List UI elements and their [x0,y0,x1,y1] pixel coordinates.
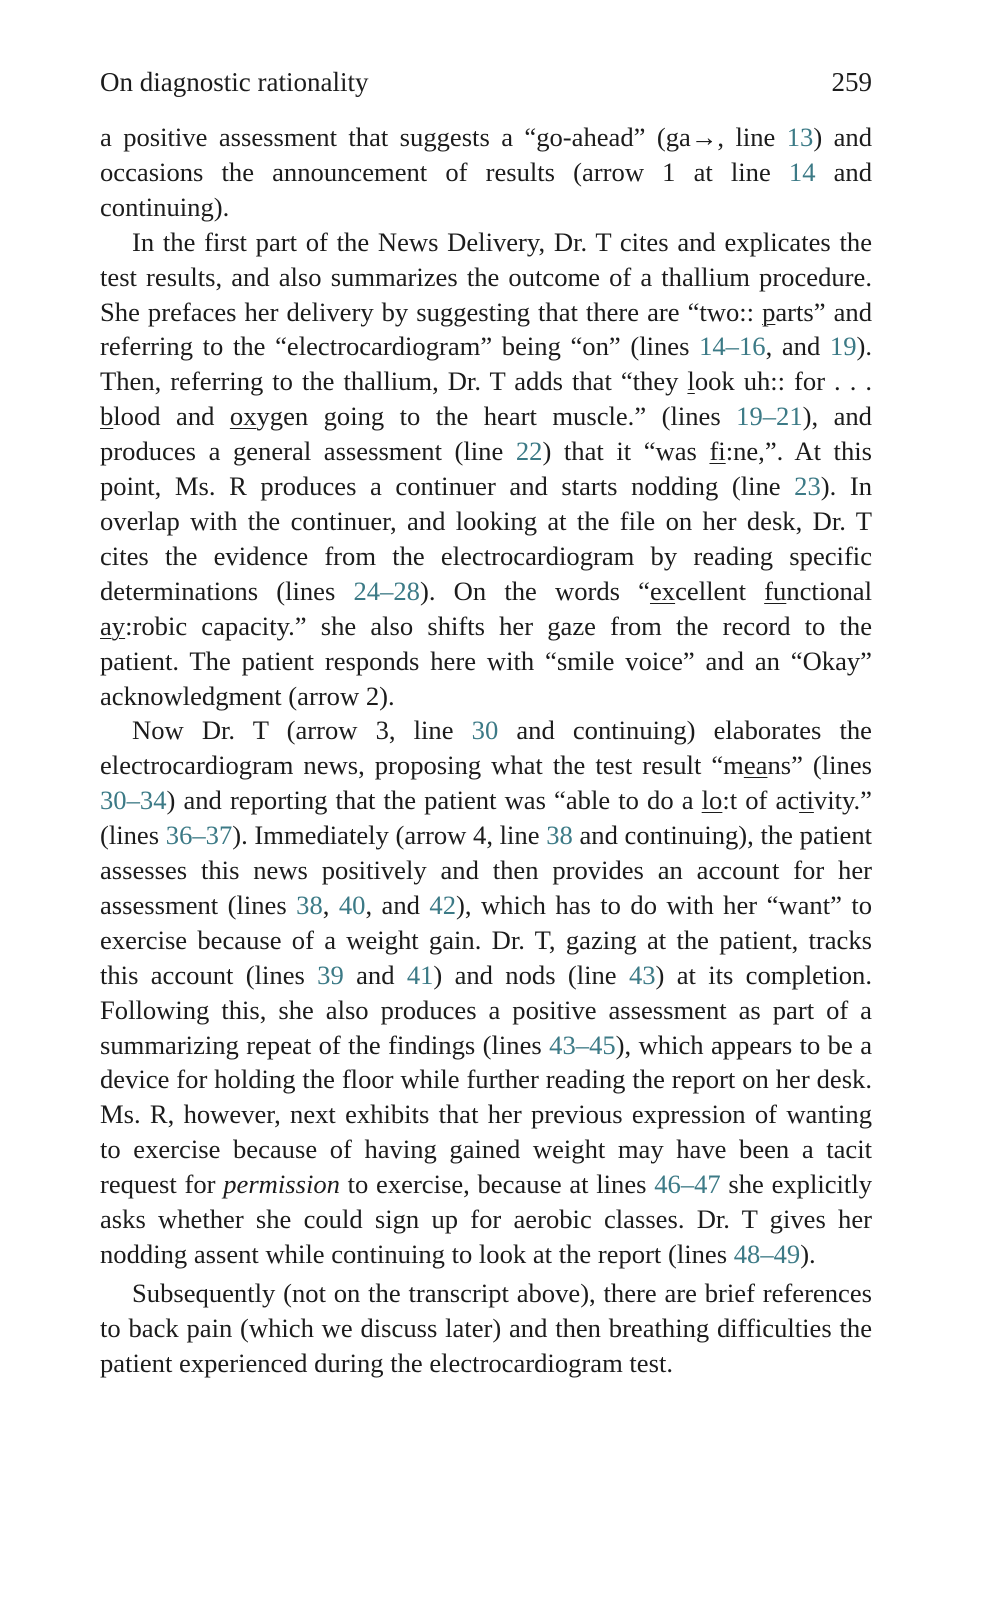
text-run: lood and [113,401,230,432]
text-run: to exercise, because at lines [339,1169,655,1200]
line-reference-link[interactable]: 38 [546,820,573,851]
line-reference-link[interactable]: 22 [515,436,543,467]
text-run: , and [765,331,830,362]
paragraph [100,120,872,225]
italic-text: permission [223,1169,340,1200]
line-reference-link[interactable]: 30–34 [100,785,167,816]
line-reference-link[interactable]: 19 [829,331,857,362]
line-reference-link[interactable]: 38 [296,889,323,920]
text-run: ), and produces a general assessment (line [100,401,872,467]
underlined-text: fi [709,436,726,467]
text-run: nctional [786,575,872,606]
line-reference-link[interactable]: 48–49 [733,1239,801,1269]
text-run: In the first part of the News Delivery, Dr. T cites and explicates the test results, and also summarizes the outcome of a thallium procedure. She prefaces her delivery by suggesting that there are “two:: [100,226,872,327]
text-run: Now Dr. T (arrow 3, line [132,715,472,746]
line-reference-link[interactable]: 42 [429,889,456,920]
underlined-text: p [762,296,776,327]
paragraph [100,1276,872,1381]
line-reference-link[interactable]: 30 [471,715,499,746]
text-run: ) and occasions the announcement of results (arrow 1 at line [100,122,872,187]
line-reference-link[interactable]: 24–28 [353,575,420,606]
line-reference-link[interactable]: 19–21 [736,401,803,432]
text-run: , and [365,889,430,920]
text-run: ), which appears to be a device for holding the floor while further reading the report on her desk. Ms. R, however, next exhibits that her previous expression of wanting to exercise because of having gained weight may have been a tacit request for [100,1029,872,1200]
text-run: and [343,959,407,990]
line-reference-link[interactable]: 43 [628,959,656,990]
text-run: ). [800,1239,816,1269]
underlined-text: ay [100,610,126,641]
text-run: she explicitly asks whether she could sign up for aerobic classes. Dr. T gives her nodding assent while continuing to look at the report (lines [100,1169,873,1269]
text-run: ook uh:: for . . . [694,366,872,397]
text-run: :t of ac [722,785,800,816]
text-run: vity.” (lines [100,785,872,851]
text-run: cellent [675,575,765,606]
text-run: ) at its completion. Following this, she also produces a positive assessment as part of a summarizing repeat of the findings (lines [100,959,872,1060]
text-run: ygen going to the heart muscle.” (lines [256,401,737,432]
paragraph [100,225,872,714]
line-reference-link[interactable]: 40 [338,889,366,920]
text-run: and continuing). [100,156,873,222]
running-head-title: On diagnostic rationality [100,67,369,97]
text-run: , [322,889,339,920]
underlined-text: b [100,401,114,432]
underlined-text: ox [229,401,257,432]
line-reference-link[interactable]: 36–37 [165,820,233,851]
underlined-text: l [687,366,695,397]
underlined-text: ex [649,575,676,606]
line-reference-link[interactable]: 14–16 [699,331,766,362]
underlined-text: lo [701,785,723,816]
text-run: and continuing) elaborates the electrocardiogram news, proposing what the test result “m [100,715,872,781]
text-run: ns” (lines [767,750,872,781]
line-reference-link[interactable]: 14 [788,156,816,187]
text-run: ), which has to do with her “want” to exercise because of a weight gain. Dr. T, gazing at the patient, tracks this account (lines [100,889,873,990]
text-run: ). Then, referring to the thallium, Dr. T adds that “they [100,331,872,397]
paragraph [100,713,872,1272]
page-number: 259 [831,67,872,97]
line-reference-link[interactable]: 46–47 [654,1169,721,1200]
line-reference-link[interactable]: 23 [794,471,821,502]
text-run: ) and nods (line [433,959,629,990]
body-text [100,120,872,1381]
text-run: :robic capacity.” she also shifts her gaze from the record to the patient. The patient responds here with “smile voice” and an “Okay” acknowledgment (arrow 2). [100,610,872,711]
text-run: :ne,”. At this point, Ms. R produces a continuer and starts nodding (line [100,436,872,502]
line-reference-link[interactable]: 13 [786,122,814,152]
text-run: and continuing), the patient assesses this news positively and then provides an account for her assessment (lines [100,820,873,920]
underlined-text: ti [799,785,814,816]
line-reference-link[interactable]: 41 [406,959,434,990]
text-run: ) that it “was [542,436,710,467]
text-run: ). On the words “ [419,575,650,606]
line-reference-link[interactable]: 43–45 [549,1029,616,1060]
underlined-text: ea [743,750,768,781]
text-run: ) and reporting that the patient was “able to do a [166,785,702,816]
running-head [100,62,872,102]
line-reference-link[interactable]: 39 [317,959,344,990]
text-run: a positive assessment that suggests a “go-ahead” (ga→, line [100,122,787,152]
text-run: arts” and referring to the “electrocardiogram” being “on” (lines [100,296,872,362]
text-run: ). Immediately (arrow 4, line [232,820,547,851]
underlined-text: fu [764,575,787,606]
text-run: Subsequently (not on the transcript above), there are brief references to back pain (which we discuss later) and then breathing difficulties the patient experienced during the electrocardiogram test. [100,1277,872,1378]
text-run: ). In overlap with the continuer, and looking at the file on her desk, Dr. T cites the evidence from the electrocardiogram by reading specific determinations (lines [100,471,872,606]
book-page [100,62,872,1381]
